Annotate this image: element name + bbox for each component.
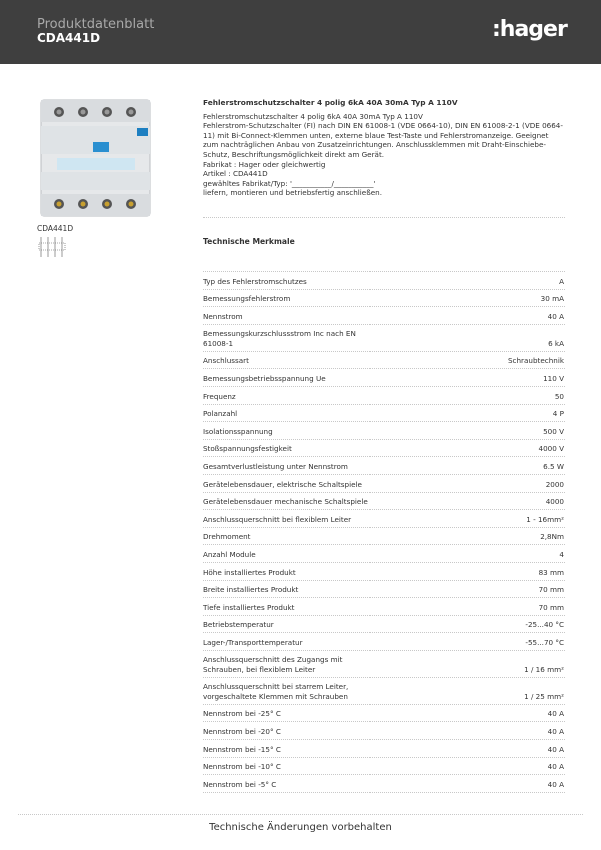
wiring-schematic [37,235,67,259]
spec-row [203,351,565,369]
footer-divider [18,814,583,815]
spec-row [203,580,565,598]
spec-value: 40 A [370,775,565,793]
spec-row [203,510,565,528]
spec-row [203,598,565,616]
spec-value: 40 A [370,757,565,775]
spec-row [203,633,565,651]
spec-value: -25...40 °C [370,615,565,633]
spec-value: 40 A [370,704,565,722]
description-line: Fehlerstrom-Schutzschalter (FI) nach DIN EN 61008-1 (VDE 0664-10), DIN EN 61008-2-1 (VDE 0664-11) mit Bi-Connect-Klemmen unten, externe blaue Test-Taste und Fehlerstromanzeige. Geeignet zum nachträglichen Anbau von Zusatzeinrichtungen. Anschlussklemmen mit Draht-Einschiebe-Schutz, Beschriftungsmöglichkeit direkt am Gerät. [203,121,563,159]
spec-name: Gerätelebensdauer mechanische Schaltspiele [203,492,370,510]
spec-name: Polanzahl [203,404,370,422]
spec-name: Nennstrom bei -5° C [203,775,370,793]
product-code: CDA441D [37,31,101,45]
spec-row [203,369,565,387]
spec-value: 110 V [370,369,565,387]
spec-value: 4000 [370,492,565,510]
spec-name: Anschlussquerschnitt des Zugangs mit Schrauben, bei flexiblem Leiter [203,650,370,677]
spec-value: A [370,272,565,290]
spec-name: Anschlussquerschnitt bei starrem Leiter, vorgeschaltete Klemmen mit Schrauben [203,677,370,704]
spec-name: Isolationsspannung [203,422,370,440]
spec-name: Gesamtverlustleistung unter Nennstrom [203,457,370,475]
spec-value: 4 [370,545,565,563]
hager-logo: :hager [492,17,567,42]
spec-row [203,775,565,793]
spec-name: Nennstrom [203,307,370,325]
description-line: Fehlerstromschutzschalter 4 polig 6kA 40A 30mA Typ A 110V [203,111,423,121]
spec-row [203,562,565,580]
product-image [37,98,154,218]
spec-name: Betriebstemperatur [203,615,370,633]
spec-row [203,404,565,422]
spec-row [203,457,565,475]
spec-value: 4 P [370,404,565,422]
spec-row [203,650,565,677]
spec-row [203,757,565,775]
description-line: Fabrikat : Hager oder gleichwertig [203,159,326,169]
spec-name: Lager-/Transporttemperatur [203,633,370,651]
spec-row [203,422,565,440]
spec-row [203,527,565,545]
spec-value: -55...70 °C [370,633,565,651]
spec-row [203,324,565,351]
spec-value: 40 A [370,740,565,758]
product-description [203,98,565,198]
spec-name: Gerätelebensdauer, elektrische Schaltspiele [203,474,370,492]
spec-value: 83 mm [370,562,565,580]
spec-name: Anschlussquerschnitt bei flexiblem Leiter [203,510,370,528]
section-divider [203,217,565,218]
spec-value: 1 - 16mm² [370,510,565,528]
spec-value: 30 mA [370,289,565,307]
spec-value: 1 / 16 mm² [370,650,565,677]
spec-name: Höhe installiertes Produkt [203,562,370,580]
document-type: Produktdatenblatt [37,17,155,32]
section-title: Technische Merkmale [203,237,295,246]
spec-value: 500 V [370,422,565,440]
spec-row [203,289,565,307]
spec-name: Drehmoment [203,527,370,545]
spec-row [203,704,565,722]
spec-value: 2000 [370,474,565,492]
spec-name: Bemessungsbetriebsspannung Ue [203,369,370,387]
spec-value: 2,8Nm [370,527,565,545]
spec-value: 70 mm [370,580,565,598]
spec-row [203,474,565,492]
spec-name: Frequenz [203,386,370,404]
description-line: gewähltes Fabrikat/Typ: '___________/___________' [203,178,376,188]
spec-row [203,740,565,758]
spec-name: Nennstrom bei -25° C [203,704,370,722]
spec-value: 40 A [370,307,565,325]
spec-row [203,492,565,510]
product-caption: CDA441D [37,224,74,233]
description-title: Fehlerstromschutzschalter 4 polig 6kA 40A 30mA Typ A 110V [203,98,458,107]
spec-name: Nennstrom bei -20° C [203,722,370,740]
spec-name: Anzahl Module [203,545,370,563]
spec-row [203,307,565,325]
spec-name: Tiefe installiertes Produkt [203,598,370,616]
specs-table [203,271,565,793]
spec-value: 6.5 W [370,457,565,475]
footer-note: Technische Änderungen vorbehalten [209,822,392,833]
spec-value: 6 kA [370,324,565,351]
spec-value: 4000 V [370,439,565,457]
spec-value: 70 mm [370,598,565,616]
spec-value: 1 / 25 mm² [370,677,565,704]
description-line: liefern, montieren und betriebsfertig anschließen. [203,188,382,198]
spec-name: Nennstrom bei -10° C [203,757,370,775]
spec-row [203,272,565,290]
spec-row [203,677,565,704]
spec-name: Typ des Fehlerstromschutzes [203,272,370,290]
page-header [0,0,601,64]
spec-value: Schraubtechnik [370,351,565,369]
spec-row [203,386,565,404]
description-line: Artikel : CDA441D [203,169,268,179]
spec-row [203,615,565,633]
spec-name: Breite installiertes Produkt [203,580,370,598]
spec-row [203,439,565,457]
spec-name: Bemessungskurzschlussstrom Inc nach EN 61008-1 [203,324,370,351]
spec-value: 40 A [370,722,565,740]
spec-name: Nennstrom bei -15° C [203,740,370,758]
spec-row [203,545,565,563]
spec-name: Anschlussart [203,351,370,369]
spec-name: Bemessungsfehlerstrom [203,289,370,307]
spec-name: Stoßspannungsfestigkeit [203,439,370,457]
spec-value: 50 [370,386,565,404]
spec-row [203,722,565,740]
